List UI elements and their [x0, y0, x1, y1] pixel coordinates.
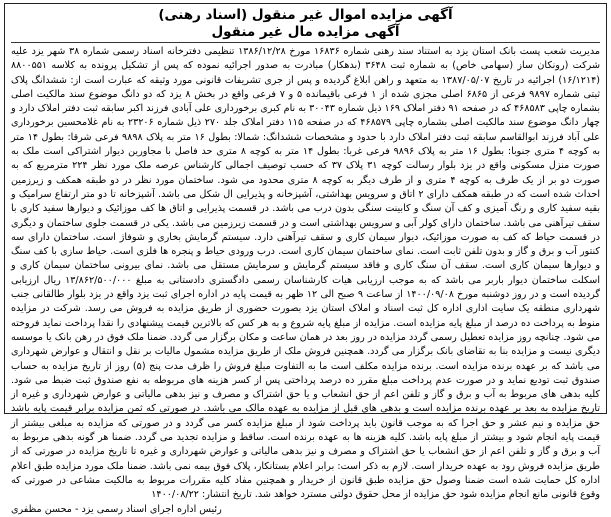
notice-title-1: آگهی مزایده اموال غیر منقول (اسناد رهنی) — [158, 7, 453, 23]
notice-body — [11, 45, 600, 503]
notice-panel — [4, 3, 607, 515]
notice-body-text: مدیریت شعب پست بانک استان یزد به استناد سند رهنی شماره ۱۶۸۳۶ مورخ ۱۳۸۶/۱۲/۲۸ تنظیمی دفترخانه اسناد رسمی شماره ۳۸ شهر یزد علیه شرکت (رونکان ساز (سهامی خاص) به شماره ثبت ۳۶۴۸ (بدهکار) مبادرت به صدور اجرائیه نموده که پس از تشکیل پرونده به کلاسه ۸۸۰۰۵۵۱ (۱۶/۱۲۱۴) اجرائیه در تاریخ ۱۳۸۷/۰۵/۰۷ به متعهد و راهن ابلاغ گردیده و پس از جری تشریفات قانونی مورد وثیقه که عبارت است از: ششدانگ پلاک ثبتی شماره ۹۸۹۷ فرعی از ۶۸۶۵ اصلی مجزی شده از ۱ فرعی باقیمانده ۵ و ۷ فرعی واقع در بخش ۸ یزد که دو دانگ موضوع سند مالکیت اصلی بشماره چاپی ۴۶۸۵۸۳ که در صفحه ۹۱ دفتر املاک ۱۶۹ ذیل شماره ۳۰۰۴۳ به نام کبری برخورداری علی آبادی فرزند اکبر سابقه ثبت دفتر املاک دارد و چهار دانگ موضوع سند مالکیت اصلی بشماره چاپی ۴۶۸۵۷۹ که در صفحه ۱۱۵ دفتر املاک جلد ۲۷۰ ذیل شماره ۲۳۲۰۶ به نام غلامحسین برخورداری علی آباد فرزند ابوالقاسم سابقه ثبت دفتر املاک دارد با حدود و مشخصات ششدانگ: شمالا: بطول ۱۶ متر به پلاک ۹۸۹۸ فرعی شرقا: بطول ۱۴ متر به کوچه ۴ متری جنوبا: بطول ۱۶ متر به پلاک ۹۸۹۶ فرعی غربا: بطول ۱۴ متر به کوچه ۸ متری حد فاصل با مجاورین دیوار اشتراکی است ملک به صورت منزل مسکونی واقع در یزد بلوار رسالت کوچه ۳۱ پلاک ۳۷ که حسب توصیف اجمالی کارشناس عرصه ملک مورد نظر ۲۲۴ مترمربع که به صورت دو بر از یک طرف به کوچه ۴ متری و از طرف دیگر به کوچه ۸ متری محدود می شود. ساختمان مورد نظر در دو طبقه همکف و زیرزمین احداث شده است که در طبقه همکف دارای ۲ اتاق و سرویس بهداشتی، آشپزخانه و پذیرایی ال شکل می باشد. آشپزخانه تا دو متر ارتفاع سرامیک و بقیه سفید کاری و رنگ آمیزی و کف آن سنگ و کابینت سنگی بدون درب می باشد. در قسمت پذیرایی و اتاق ها کف موزائیک و دیوارها سفید کاری با سقف تیرآهنی می باشد. ساختمان دارای کولر آبی و سرویس بهداشتی است و در قسمت زیرزمین می باشد. یکی در قسمت جلوی ساختمان و دیگری در قسمت حیاط که کف به صورت موزائیک، دیوار سیمان کاری و سقف تیرآهنی دارد. سیستم گرمایش بخاری و شوفاژ است. ساختمان دارای سه کنتور آب و برق و گاز و بدون تلفن ثابت است. نمای ساختمان سیمان کاری است. درب ورودی حیاط و پنجره ها فلزی است. حیاط سازی با کف سنگ و دیوارها سیمان کاری است. سقف آن سنگ کاری و فاقد سیستم گرمایش و سرمایش مستقل می باشد. نمای بیرونی ساختمان سیمان کاری و اسکلت ساختمان دیوار باربر می باشد که به موجب ارزیابی هیات کارشناسان رسمی دادگستری دادستانی به مبلغ ۱۳/۸۶۲/۵۰۰/۰۰۰ ریال ارزیابی گردیده است و در روز دوشنبه مورخ ۱۴۰۰/۰۹/۰۸ از ساعت ۹ صبح الی ۱۲ ظهر به قیمت پایه در اداره اجرای ثبت یزد واقع در یزد بلوار طالقانی جنب شهرداری منطقه یک سایت اداری اداره کل ثبت اسناد و املاک استان یزد بصورت حضوری از طریق مزایده به فروش می رسد. شرکت در مزایده منوط به پرداخت ده درصد از مبلغ پایه مزایده است. مزایده از مبلغ پایه شروع و به هر کس که بالاترین قیمت پیشنهادی را نقدا پرداخت نماید فروخته می شود. چنانچه روز مزایده تعطیل رسمی گردد مزایده در روز بعد در همان ساعت و مکان برگزار می گردد. ضمنا ملک فوق در رهن بانک یا موسسه دیگری نیست و مزایده بنا به تقاضای بانک برگزار می گردد. همچنین فروش ملک از طریق مزایده مشمول مالیات بر نقل و انتقال و عوارض شهرداری می باشد که بر عهده برنده مزایده است. برنده مزایده مکلف است ما به التفاوت مبلغ فروش را ظرف مدت پنج (۵) روز از تاریخ مزایده به حساب صندوق ثبت تودیع نماید و در صورت عدم پرداخت مبلغ مقرر ده درصد پرداختی پس از کسر هزینه های مربوطه به نفع صندوق ثبت ضبط می شود. کلیه بدهی های مربوط به آب و برق و گاز و تلفن اعم از حق انشعاب و یا حق اشتراک و مصرف و نیز بدهی مالیاتی و عوارض شهرداری و غیره از تاریخ مزایده به بعد بر عهده برنده مزایده است و بدهی های قبل از مزایده به عهده مالک می باشد. در صورتی که ثمن مزایده برابر قیمت پایه باشد حق مزایده و نیم عشر و حق اجرا که به موجب قانون باید پرداخت شود از مبلغ مزایده کسر می گردد و در صورتی که مزایده به مبلغی بیشتر از قیمت پایه انجام شود و بیشتر از مبلغ پایه باشد. کلیه هزینه ها به عهده برنده است. ساقط و مزایده تجدید می گردد. ضمنا هر گونه بدهی مربوط به آب و برق و گاز و تلفن اعم از حق انشعاب یا حق اشتراک و مصرف و نیز بدهی مالیاتی و عوارض شهرداری و غیره تا تاریخ مزایده در صورتی که از طریق مزایده فروش رود به عهده خریدار است. لازم به ذکر است: برابر اعلام بستانکار، پلاک فوق بیمه نمی باشد. ضمنا ملک مورد مزایده طبق اعلام اداره کل حمایت شده است ضمنا وصول حق مزایده طبق قانون از خریدار و همچنین مفاد کلیه مقررات مربوط به مالکیت مشاعی در صورتی که وقوع قانونی مانع انجام مزایده شود حق مزایده از محل حقوق دولتی مسترد خواهد شد. تاریخ انتشار: ۱۴۰۰/۰۸/۲۲ — [11, 46, 601, 501]
title-divider — [11, 42, 600, 43]
notice-signature: رئیس اداره اجرای اسناد رسمی یزد - محسن مظفری — [11, 503, 222, 515]
notice-title-2: آگهی مزایده مال غیر منقول — [211, 24, 400, 40]
